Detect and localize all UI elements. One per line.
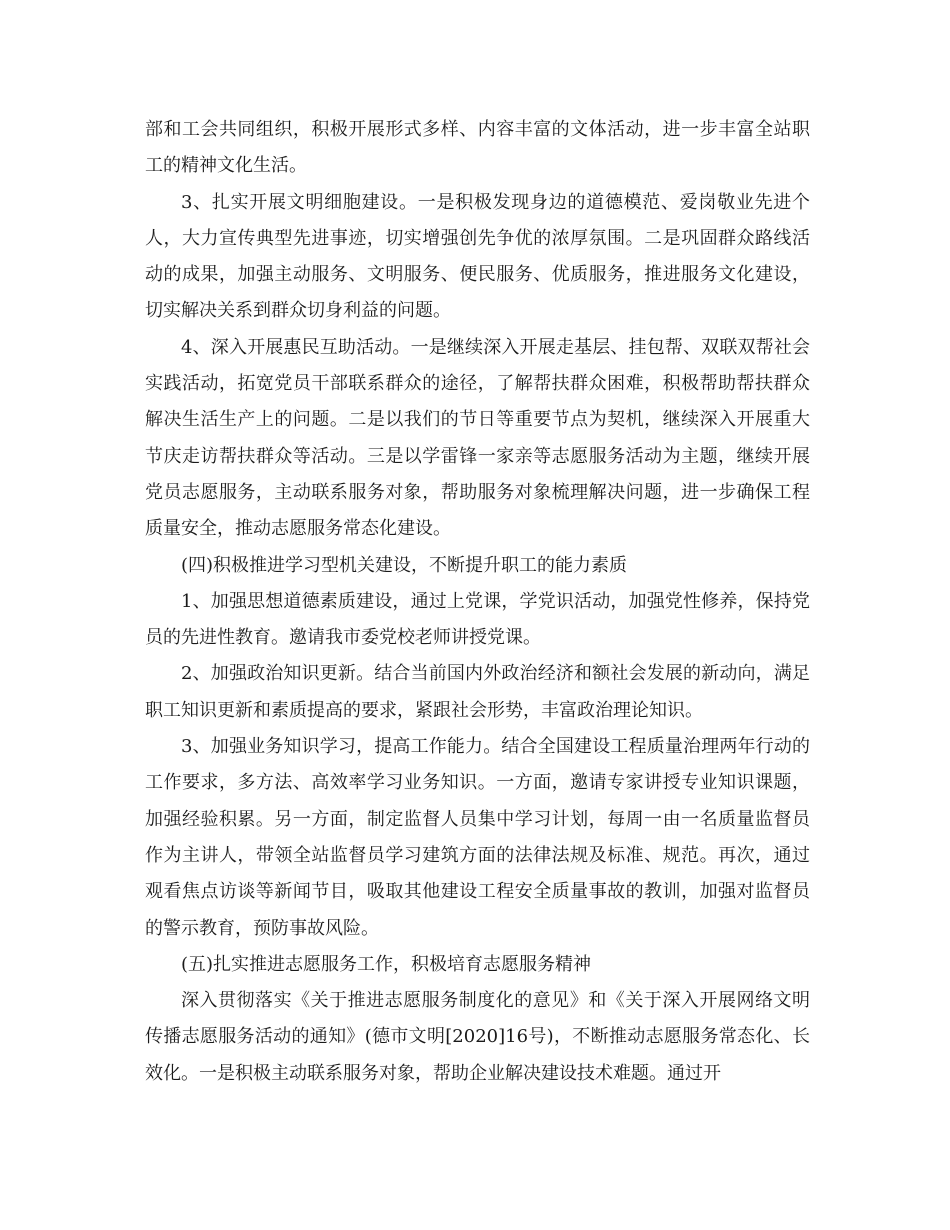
document-body <box>145 112 810 1092</box>
paragraph-continuation: 部和工会共同组织，积极开展形式多样、内容丰富的文体活动，进一步丰富全站职工的精神文化生活。 <box>145 119 810 177</box>
paragraph-mutual-aid-activities: 4、深入开展惠民互助活动。一是继续深入开展走基层、挂包帮、双联双帮社会实践活动，拓宽党员干部联系群众的途径，了解帮扶群众困难，积极帮助帮扶群众解决生活生产上的问题。二是以我们的节日等重要节点为契机，继续深入开展重大节庆走访帮扶群众等活动。三是以学雷锋一家亲等志愿服务活动为主题，继续开展党员志愿服务，主动联系服务对象，帮助服务对象梳理解决问题，进一步确保工程质量安全，推动志愿服务常态化建设。 <box>145 336 810 540</box>
paragraph-political-knowledge: 2、加强政治知识更新。结合当前国内外政治经济和额社会发展的新动向，满足职工知识更新和素质提高的要求，紧跟社会形势，丰富政治理论知识。 <box>145 663 810 721</box>
section-heading-volunteer-service: (五)扎实推进志愿服务工作，积极培育志愿服务精神 <box>181 953 592 975</box>
paragraph-moral-quality: 1、加强思想道德素质建设，通过上党课，学党识活动，加强党性修养，保持党员的先进性教育。邀请我市委党校老师讲授党课。 <box>145 590 810 649</box>
paragraph-professional-knowledge: 3、加强业务知识学习，提高工作能力。结合全国建设工程质量治理两年行动的工作要求，多方法、高效率学习业务知识。一方面，邀请专家讲授专业知识课题，加强经验积累。另一方面，制定监督人员集中学习计划，每周一由一名质量监督员作为主讲人，带领全站监督员学习建筑方面的法律法规及标准、规范。再次，通过观看焦点访谈等新闻节目，吸取其他建设工程安全质量事故的教训，加强对监督员的警示教育，预防事故风险。 <box>145 736 810 939</box>
paragraph-civilized-cell-construction: 3、扎实开展文明细胞建设。一是积极发现身边的道德模范、爱岗敬业先进个人，大力宣传典型先进事迹，切实增强创先争优的浓厚氛围。二是巩固群众路线活动的成果，加强主动服务、文明服务、便民服务、优质服务，推进服务文化建设，切实解决关系到群众切身利益的问题。 <box>145 191 810 322</box>
section-heading-learning-organization: (四)积极推进学习型机关建设，不断提升职工的能力素质 <box>181 554 628 576</box>
paragraph-volunteer-institutionalization: 深入贯彻落实《关于推进志愿服务制度化的意见》和《关于深入开展网络文明传播志愿服务活动的通知》(德市文明[2020]16号)，不断推动志愿服务常态化、长效化。一是积极主动联系服务对象，帮助企业解决建设技术难题。通过开 <box>145 990 810 1084</box>
